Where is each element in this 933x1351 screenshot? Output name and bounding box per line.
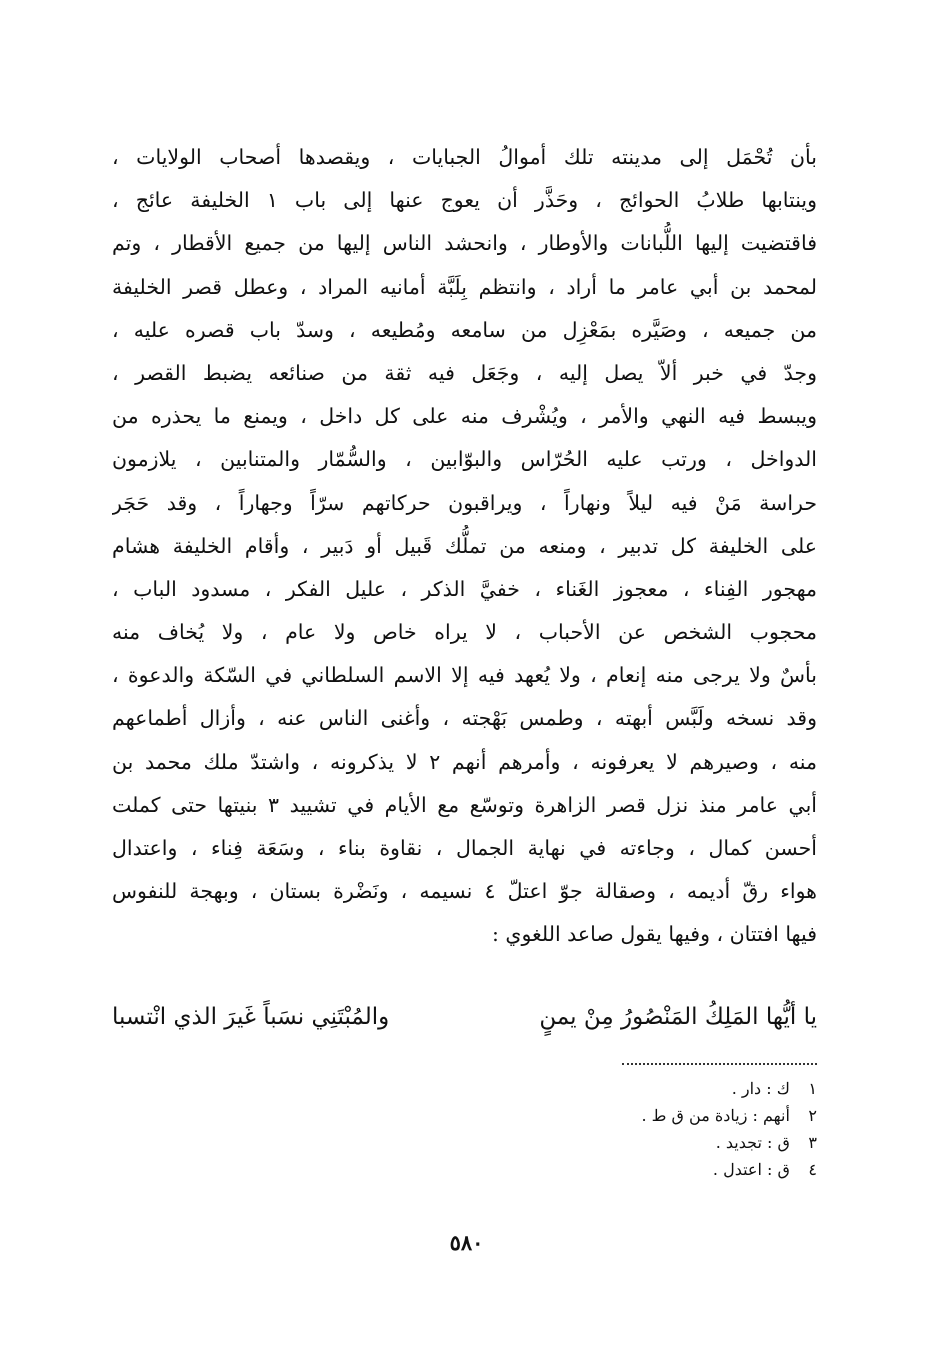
footnotes <box>517 1075 817 1183</box>
main-text <box>112 136 817 957</box>
footnote <box>517 1156 817 1183</box>
text-line: مهجور الفِناء ، معجوز الغَناء ، خفيَّ الذكر ، عليل الفكر ، مسدود الباب ، <box>112 576 817 601</box>
footnote-number: ١ <box>808 1079 817 1098</box>
verse-second-hemistich: والمُبْتَنِي نسَباً غَيرَ الذي انْتسبا <box>112 1004 390 1030</box>
text-line: وينتابها طلابُ الحوائج ، وحَذَّر أن يعوج عنها إلى باب ١ الخليفة عائج ، <box>112 188 817 213</box>
text-line: على الخليفة كل تدبير ، ومنعه من تملُّك قَبيل أو دَبير ، وأقام الخليفة هشام <box>112 533 817 558</box>
text-line: فيها افتتان ، وفيها يقول صاعد اللغوي : <box>491 922 817 947</box>
footnote-text: أنهم : زيادة من ق ط . <box>641 1106 790 1125</box>
footnote-text: ق : اعتدل . <box>712 1160 790 1179</box>
text-line: حراسة مَنْ فيه ليلاً ونهاراً ، ويراقبون حركاتهم سرّاً وجهاراً ، وقد حَجَر <box>112 490 817 515</box>
text-line: وقد نسخه ولَبَّس أبهته ، وطمس بَهْجته ، وأغنى الناس عنه ، وأزال أطماعهم <box>112 706 817 731</box>
text-line: هواء رقّ أديمه ، وصقالة جوّ اعتلّ ٤ نسيمه ، ونَضْرة بستان ، وبهجة للنفوس <box>112 879 817 904</box>
text-line: محجوب الشخص عن الأحباب ، لا يراه خاص ولا عام ، ولا يُخاف منه <box>112 620 817 645</box>
footnote <box>517 1102 817 1129</box>
text-line: أحسن كمال ، وجاءته في نهاية الجمال ، نقاوة بناء ، وسَعَة فِناء ، واعتدال <box>112 836 817 860</box>
text-line: فاقتضيت إليها اللُّبانات والأوطار ، وانحشد الناس إليها من جميع الأقطار ، وتم <box>112 231 817 256</box>
footnote <box>517 1129 817 1156</box>
text-line: ويبسط فيه النهي والأمر ، ويُشْرف منه على كل داخل ، ويمنع ما يحذره من <box>112 404 817 429</box>
footnote <box>517 1075 817 1102</box>
footnote-text: ك : دار . <box>731 1079 790 1098</box>
footnote-number: ٤ <box>808 1160 817 1179</box>
text-line: وجدّ في خبر ألاّ يصل إليه ، وجَعَل فيه ثقة من صنائعه يضبط القصر ، <box>112 360 817 385</box>
footnote-number: ٣ <box>808 1133 817 1152</box>
text-line: أبي عامر منذ نزل قصر الزاهرة وتوسّع مع الأيام في تشييد ٣ بنيتها حتى كملت <box>112 792 817 817</box>
footnote-number: ٢ <box>808 1106 817 1125</box>
text-line: بأسٌ ولا يرجى منه إنعام ، ولا يُعهد فيه إلا الاسم السلطاني في السّكة والدعوة ، <box>112 663 817 688</box>
footnote-separator <box>622 1063 817 1065</box>
text-line: بأن تُحْمَل إلى مدينته تلك أموالُ الجبايات ، ويقصدها أصحاب الولايات ، <box>112 145 817 169</box>
footnote-text: ق : تجديد . <box>715 1133 790 1152</box>
text-line: منه ، وصيرهم لا يعرفونه ، وأمرهم أنهم ٢ لا يذكرونه ، واشتدّ ملك محمد بن <box>112 749 817 774</box>
text-line: لمحمد بن أبي عامر ما أراد ، وانتظم بِلَبَّة أمانيه المراد ، وعطل قصر الخليفة <box>112 274 817 299</box>
text-line: من جميعه ، وصَيَّره بمَعْزِل من سامعه ومُطيعه ، وسدّ باب قصره عليه ، <box>112 317 817 342</box>
text-line: الدواخل ، ورتب عليه الحُرّاس والبوّابين ، والسُّمّار والمتنابين ، يلازمون <box>112 447 817 472</box>
poetry-verse <box>112 993 817 1041</box>
verse-first-hemistich: يا أيُّها المَلِكُ المَنْصُورُ مِنْ يمنٍ <box>539 1004 817 1030</box>
page-number: ٥٨٠ <box>449 1230 484 1255</box>
